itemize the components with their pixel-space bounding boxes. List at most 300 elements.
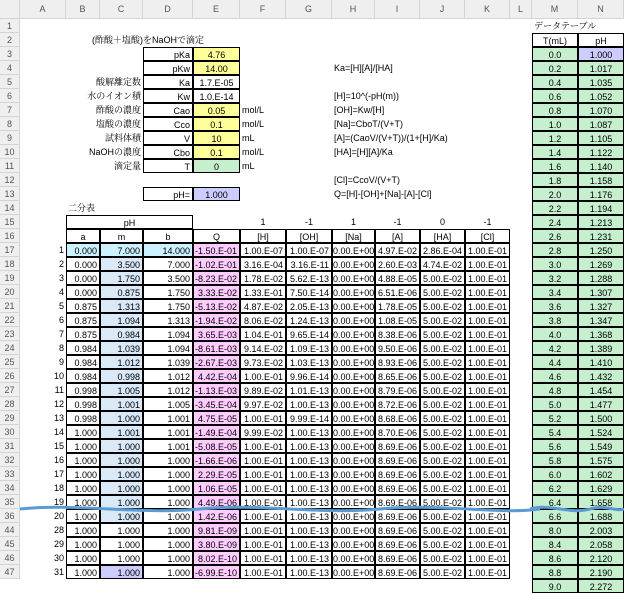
table-cell[interactable]: 6.51.E-06 — [375, 285, 420, 299]
table-cell[interactable]: 9.97.E-02 — [240, 397, 286, 411]
table-cell[interactable]: 1.00.E-01 — [465, 369, 510, 383]
table-cell[interactable]: 0.00.E+00 — [332, 327, 375, 341]
data-table-ph-value[interactable]: 1.658 — [578, 495, 624, 509]
data-table-ph-value[interactable]: 1.575 — [578, 453, 624, 467]
row-header[interactable]: 22 — [0, 313, 20, 327]
table-cell[interactable]: 1.00.E-01 — [240, 495, 286, 509]
table-cell[interactable]: 8.68.E-06 — [375, 411, 420, 425]
table-cell[interactable]: 1.00.E-01 — [240, 453, 286, 467]
data-table-ph-value[interactable]: 1.122 — [578, 145, 624, 159]
data-table-t-value[interactable]: 1.4 — [532, 145, 578, 159]
table-cell[interactable]: 9.65.E-14 — [286, 327, 332, 341]
table-cell[interactable]: 1.000 — [100, 481, 143, 495]
table-cell[interactable]: 4.75.E-05 — [193, 411, 240, 425]
row-header[interactable]: 3 — [0, 47, 20, 61]
param-value[interactable]: 1.0.E-14 — [193, 89, 240, 103]
data-table-ph-value[interactable]: 1.602 — [578, 467, 624, 481]
table-cell[interactable]: 0.00.E+00 — [332, 299, 375, 313]
data-table-ph-value[interactable]: 1.454 — [578, 383, 624, 397]
table-cell[interactable]: 1.00.E-13 — [286, 397, 332, 411]
row-header[interactable]: 24 — [0, 341, 20, 355]
row-header[interactable]: 33 — [0, 467, 20, 481]
table-cell[interactable]: 1.00.E-01 — [240, 411, 286, 425]
column-header-m[interactable]: M — [532, 0, 578, 19]
table-cell[interactable]: 3.500 — [143, 271, 193, 285]
table-cell[interactable]: 1.000 — [143, 551, 193, 565]
table-cell[interactable]: 5.00.E-02 — [420, 425, 465, 439]
table-cell[interactable]: 8.69.E-06 — [375, 509, 420, 523]
table-cell[interactable]: 1.00.E-01 — [465, 327, 510, 341]
data-table-ph-value[interactable]: 1.347 — [578, 313, 624, 327]
data-table-t-value[interactable]: 1.0 — [532, 117, 578, 131]
row-header[interactable]: 45 — [0, 537, 20, 551]
table-cell[interactable]: 1.00.E-01 — [465, 439, 510, 453]
table-cell[interactable]: 1.00.E-01 — [465, 243, 510, 257]
table-cell[interactable]: 0.984 — [66, 355, 100, 369]
data-table-t-value[interactable]: 6.2 — [532, 481, 578, 495]
data-table-ph-value[interactable]: 1.549 — [578, 439, 624, 453]
table-cell[interactable]: 8.79.E-06 — [375, 383, 420, 397]
table-cell[interactable]: 1.094 — [143, 341, 193, 355]
data-table-ph-value[interactable]: 1.389 — [578, 341, 624, 355]
row-header[interactable]: 35 — [0, 495, 20, 509]
data-table-t-value[interactable]: 6.6 — [532, 509, 578, 523]
table-cell[interactable]: 1.33.E-01 — [240, 285, 286, 299]
row-header[interactable]: 31 — [0, 439, 20, 453]
table-cell[interactable]: 0.00.E+00 — [332, 509, 375, 523]
table-cell[interactable]: 5.00.E-02 — [420, 481, 465, 495]
table-cell[interactable]: 0.875 — [66, 327, 100, 341]
table-cell[interactable]: 5.00.E-02 — [420, 495, 465, 509]
data-table-ph-value[interactable]: 1.087 — [578, 117, 624, 131]
ph-result-value[interactable]: 1.000 — [193, 187, 240, 201]
data-table-t-value[interactable]: 2.8 — [532, 243, 578, 257]
table-cell[interactable]: 1.24.E-13 — [286, 313, 332, 327]
table-cell[interactable]: 1.000 — [100, 565, 143, 579]
table-cell[interactable]: 0.00.E+00 — [332, 397, 375, 411]
table-cell[interactable]: 1.000 — [66, 481, 100, 495]
column-header-n[interactable]: N — [578, 0, 624, 19]
data-table-ph-value[interactable]: 1.688 — [578, 509, 624, 523]
table-cell[interactable]: 5.00.E-02 — [420, 411, 465, 425]
table-cell[interactable]: 1.00.E-13 — [286, 537, 332, 551]
table-cell[interactable]: 1.000 — [66, 537, 100, 551]
table-cell[interactable]: 1.00.E-01 — [465, 509, 510, 523]
data-table-t-value[interactable]: 0.8 — [532, 103, 578, 117]
table-cell[interactable]: 5.00.E-02 — [420, 341, 465, 355]
table-cell[interactable]: 1.000 — [143, 523, 193, 537]
table-cell[interactable]: 2.05.E-13 — [286, 299, 332, 313]
table-cell[interactable]: 1.001 — [100, 397, 143, 411]
column-header-a[interactable]: A — [20, 0, 66, 19]
table-cell[interactable]: -6.99.E-10 — [193, 565, 240, 579]
data-table-ph-value[interactable]: 2.190 — [578, 565, 624, 579]
table-cell[interactable]: 9.14.E-02 — [240, 341, 286, 355]
table-cell[interactable]: -1.66.E-06 — [193, 453, 240, 467]
table-cell[interactable]: 1.00.E-01 — [465, 551, 510, 565]
table-cell[interactable]: 5.00.E-02 — [420, 271, 465, 285]
data-table-ph-value[interactable]: 1.477 — [578, 397, 624, 411]
table-cell[interactable]: 8.69.E-06 — [375, 439, 420, 453]
table-cell[interactable]: 1.00.E-01 — [465, 565, 510, 579]
table-cell[interactable]: 1.00.E-01 — [465, 495, 510, 509]
row-header[interactable]: 5 — [0, 75, 20, 89]
data-table-t-value[interactable]: 8.0 — [532, 523, 578, 537]
table-cell[interactable]: 1.000 — [143, 467, 193, 481]
column-header-c[interactable]: C — [100, 0, 143, 19]
table-cell[interactable]: 1.00.E-01 — [465, 425, 510, 439]
param-value[interactable]: 14.00 — [193, 61, 240, 75]
data-table-ph-value[interactable]: 1.213 — [578, 215, 624, 229]
table-cell[interactable]: 1.750 — [143, 299, 193, 313]
data-table-ph-value[interactable]: 1.052 — [578, 89, 624, 103]
row-header[interactable]: 14 — [0, 201, 20, 215]
row-header[interactable]: 44 — [0, 523, 20, 537]
table-cell[interactable]: 1.08.E-05 — [375, 313, 420, 327]
column-header-l[interactable]: L — [510, 0, 532, 19]
data-table-t-value[interactable]: 4.0 — [532, 327, 578, 341]
table-cell[interactable]: 1.094 — [100, 313, 143, 327]
table-cell[interactable]: 1.039 — [100, 341, 143, 355]
table-cell[interactable]: 1.000 — [66, 565, 100, 579]
table-cell[interactable]: 1.00.E-01 — [465, 481, 510, 495]
table-cell[interactable]: 8.69.E-06 — [375, 551, 420, 565]
table-cell[interactable]: 1.00.E-01 — [465, 537, 510, 551]
table-cell[interactable]: 1.00.E-13 — [286, 453, 332, 467]
table-cell[interactable]: 9.99.E-02 — [240, 425, 286, 439]
table-cell[interactable]: 1.00.E-01 — [240, 551, 286, 565]
data-table-ph-value[interactable]: 1.140 — [578, 159, 624, 173]
table-cell[interactable]: 7.000 — [100, 243, 143, 257]
data-table-ph-value[interactable]: 1.250 — [578, 243, 624, 257]
table-cell[interactable]: 0.875 — [66, 299, 100, 313]
row-header[interactable]: 32 — [0, 453, 20, 467]
data-table-t-value[interactable]: 5.4 — [532, 425, 578, 439]
row-header[interactable]: 20 — [0, 285, 20, 299]
table-cell[interactable]: 8.69.E-06 — [375, 481, 420, 495]
column-header-g[interactable]: G — [286, 0, 332, 19]
table-cell[interactable]: 3.500 — [100, 257, 143, 271]
table-cell[interactable]: 7.50.E-14 — [286, 285, 332, 299]
table-cell[interactable]: -1.13.E-03 — [193, 383, 240, 397]
table-cell[interactable]: 1.00.E-01 — [240, 439, 286, 453]
table-cell[interactable]: 3.16.E-04 — [240, 257, 286, 271]
data-table-ph-value[interactable]: 1.307 — [578, 285, 624, 299]
table-cell[interactable]: 1.000 — [143, 509, 193, 523]
table-cell[interactable]: 2.86.E-04 — [420, 243, 465, 257]
table-cell[interactable]: 4.88.E-05 — [375, 271, 420, 285]
table-cell[interactable]: 1.00.E-13 — [286, 439, 332, 453]
data-table-ph-value[interactable]: 1.105 — [578, 131, 624, 145]
data-table-ph-value[interactable]: 1.410 — [578, 355, 624, 369]
column-header-d[interactable]: D — [143, 0, 193, 19]
data-table-ph-value[interactable]: 1.017 — [578, 61, 624, 75]
table-cell[interactable]: 1.00.E-01 — [465, 341, 510, 355]
row-header[interactable]: 2 — [0, 33, 20, 47]
table-cell[interactable]: 1.001 — [100, 425, 143, 439]
table-cell[interactable]: 0.00.E+00 — [332, 551, 375, 565]
table-cell[interactable]: 2.60.E-03 — [375, 257, 420, 271]
table-cell[interactable]: 1.00.E-07 — [286, 243, 332, 257]
table-cell[interactable]: 0.00.E+00 — [332, 271, 375, 285]
table-cell[interactable]: 1.000 — [66, 509, 100, 523]
table-cell[interactable]: 1.00.E-13 — [286, 425, 332, 439]
table-cell[interactable]: 1.750 — [100, 271, 143, 285]
table-cell[interactable]: 1.012 — [100, 355, 143, 369]
data-table-ph-value[interactable]: 2.272 — [578, 579, 624, 593]
table-cell[interactable]: 1.000 — [66, 551, 100, 565]
table-cell[interactable]: 1.00.E-01 — [240, 369, 286, 383]
data-table-t-value[interactable]: 4.8 — [532, 383, 578, 397]
table-cell[interactable]: 8.72.E-06 — [375, 397, 420, 411]
table-cell[interactable]: -1.50.E-01 — [193, 243, 240, 257]
param-value[interactable]: 0.1 — [193, 145, 240, 159]
table-cell[interactable]: 1.00.E-13 — [286, 509, 332, 523]
row-header[interactable]: 34 — [0, 481, 20, 495]
data-table-t-value[interactable]: 3.4 — [532, 285, 578, 299]
select-all-corner[interactable] — [0, 0, 20, 19]
table-cell[interactable]: 0.984 — [66, 341, 100, 355]
table-cell[interactable]: 1.04.E-01 — [240, 327, 286, 341]
table-cell[interactable]: 8.38.E-06 — [375, 327, 420, 341]
table-cell[interactable]: 1.000 — [66, 439, 100, 453]
table-cell[interactable]: 0.000 — [66, 285, 100, 299]
table-cell[interactable]: 1.313 — [100, 299, 143, 313]
table-cell[interactable]: 8.02.E-10 — [193, 551, 240, 565]
table-cell[interactable]: 1.00.E-13 — [286, 495, 332, 509]
table-cell[interactable]: 5.00.E-02 — [420, 313, 465, 327]
table-cell[interactable]: 9.96.E-14 — [286, 369, 332, 383]
table-cell[interactable]: 0.00.E+00 — [332, 369, 375, 383]
row-header[interactable]: 19 — [0, 271, 20, 285]
table-cell[interactable]: 1.00.E-01 — [465, 383, 510, 397]
table-cell[interactable]: 7.000 — [143, 257, 193, 271]
column-header-b[interactable]: B — [66, 0, 100, 19]
table-cell[interactable]: 3.65.E-03 — [193, 327, 240, 341]
table-cell[interactable]: 0.000 — [66, 271, 100, 285]
row-header[interactable]: 27 — [0, 383, 20, 397]
table-cell[interactable]: 2.29.E-05 — [193, 467, 240, 481]
data-table-t-value[interactable]: 3.8 — [532, 313, 578, 327]
table-cell[interactable]: 1.000 — [143, 495, 193, 509]
table-cell[interactable]: 8.69.E-06 — [375, 523, 420, 537]
row-header[interactable]: 26 — [0, 369, 20, 383]
row-header[interactable]: 21 — [0, 299, 20, 313]
table-cell[interactable]: 1.313 — [143, 313, 193, 327]
table-cell[interactable]: 5.00.E-02 — [420, 467, 465, 481]
data-table-ph-value[interactable]: 1.158 — [578, 173, 624, 187]
table-cell[interactable]: 8.70.E-06 — [375, 425, 420, 439]
table-cell[interactable]: 1.00.E-07 — [240, 243, 286, 257]
data-table-ph-value[interactable]: 2.120 — [578, 551, 624, 565]
data-table-t-value[interactable]: 8.6 — [532, 551, 578, 565]
data-table-ph-value[interactable]: 2.058 — [578, 537, 624, 551]
data-table-t-value[interactable]: 8.8 — [532, 565, 578, 579]
table-cell[interactable]: 5.62.E-13 — [286, 271, 332, 285]
table-cell[interactable]: 1.000 — [143, 565, 193, 579]
table-cell[interactable]: 1.42.E-06 — [193, 509, 240, 523]
table-cell[interactable]: 0.00.E+00 — [332, 383, 375, 397]
column-header-i[interactable]: I — [375, 0, 420, 19]
data-table-t-value[interactable]: 2.4 — [532, 215, 578, 229]
table-cell[interactable]: 8.69.E-06 — [375, 495, 420, 509]
table-cell[interactable]: 1.00.E-01 — [240, 509, 286, 523]
table-cell[interactable]: 0.000 — [66, 257, 100, 271]
table-cell[interactable]: 1.000 — [143, 537, 193, 551]
row-header[interactable]: 1 — [0, 19, 20, 33]
table-cell[interactable]: 1.000 — [100, 411, 143, 425]
table-cell[interactable]: 0.984 — [100, 327, 143, 341]
row-header[interactable]: 28 — [0, 397, 20, 411]
table-cell[interactable]: 1.000 — [100, 467, 143, 481]
table-cell[interactable]: 1.00.E-01 — [465, 257, 510, 271]
data-table-ph-value[interactable]: 1.500 — [578, 411, 624, 425]
table-cell[interactable]: 1.000 — [100, 439, 143, 453]
data-table-ph-value[interactable]: 1.327 — [578, 299, 624, 313]
data-table-t-value[interactable]: 5.6 — [532, 439, 578, 453]
column-header-j[interactable]: J — [420, 0, 465, 19]
table-cell[interactable]: 1.00.E-13 — [286, 481, 332, 495]
table-cell[interactable]: 1.001 — [143, 425, 193, 439]
table-cell[interactable]: 5.00.E-02 — [420, 551, 465, 565]
data-table-t-value[interactable]: 5.2 — [532, 411, 578, 425]
data-table-ph-value[interactable]: 1.176 — [578, 187, 624, 201]
data-table-t-value[interactable]: 9.0 — [532, 579, 578, 593]
data-table-t-value[interactable]: 3.2 — [532, 271, 578, 285]
table-cell[interactable]: 3.16.E-11 — [286, 257, 332, 271]
row-header[interactable]: 12 — [0, 173, 20, 187]
table-cell[interactable]: 1.78.E-02 — [240, 271, 286, 285]
table-cell[interactable]: 3.80.E-09 — [193, 537, 240, 551]
table-cell[interactable]: 1.001 — [143, 439, 193, 453]
table-cell[interactable]: 1.00.E-01 — [465, 355, 510, 369]
data-table-t-value[interactable]: 4.4 — [532, 355, 578, 369]
table-cell[interactable]: 1.00.E-01 — [465, 467, 510, 481]
table-cell[interactable]: 0.00.E+00 — [332, 355, 375, 369]
table-cell[interactable]: 8.69.E-06 — [375, 565, 420, 579]
table-cell[interactable]: 1.000 — [143, 481, 193, 495]
row-header[interactable]: 16 — [0, 229, 20, 243]
table-cell[interactable]: 1.00.E-13 — [286, 467, 332, 481]
table-cell[interactable]: 1.000 — [100, 537, 143, 551]
data-table-t-value[interactable]: 4.6 — [532, 369, 578, 383]
table-cell[interactable]: 14.000 — [143, 243, 193, 257]
table-cell[interactable]: 1.00.E-13 — [286, 551, 332, 565]
row-header[interactable]: 47 — [0, 565, 20, 579]
table-cell[interactable]: 1.094 — [143, 327, 193, 341]
table-cell[interactable]: 0.00.E+00 — [332, 425, 375, 439]
table-cell[interactable]: 1.00.E-01 — [240, 537, 286, 551]
data-table-ph-value[interactable]: 1.194 — [578, 201, 624, 215]
table-cell[interactable]: 1.000 — [66, 523, 100, 537]
table-cell[interactable]: 1.06.E-05 — [193, 481, 240, 495]
table-cell[interactable]: 0.000 — [66, 243, 100, 257]
data-table-ph-value[interactable]: 1.000 — [578, 47, 624, 61]
table-cell[interactable]: -3.45.E-04 — [193, 397, 240, 411]
table-cell[interactable]: 8.65.E-06 — [375, 369, 420, 383]
table-cell[interactable]: 1.00.E-01 — [465, 285, 510, 299]
data-table-ph-value[interactable]: 1.629 — [578, 481, 624, 495]
table-cell[interactable]: 4.87.E-02 — [240, 299, 286, 313]
table-cell[interactable]: 9.73.E-02 — [240, 355, 286, 369]
table-cell[interactable]: 1.00.E-01 — [465, 299, 510, 313]
table-cell[interactable]: -1.49.E-04 — [193, 425, 240, 439]
table-cell[interactable]: 0.00.E+00 — [332, 285, 375, 299]
param-value[interactable]: 0.05 — [193, 103, 240, 117]
table-cell[interactable]: 1.000 — [143, 453, 193, 467]
data-table-t-value[interactable]: 2.6 — [532, 229, 578, 243]
table-cell[interactable]: 0.875 — [66, 313, 100, 327]
table-cell[interactable]: 0.998 — [66, 397, 100, 411]
table-cell[interactable]: 1.000 — [100, 453, 143, 467]
param-value[interactable]: 1.7.E-05 — [193, 75, 240, 89]
row-header[interactable]: 11 — [0, 159, 20, 173]
table-cell[interactable]: 1.012 — [143, 383, 193, 397]
table-cell[interactable]: 1.00.E-01 — [465, 523, 510, 537]
table-cell[interactable]: 1.005 — [100, 383, 143, 397]
table-cell[interactable]: 4.42.E-04 — [193, 369, 240, 383]
table-cell[interactable]: 5.00.E-02 — [420, 537, 465, 551]
table-cell[interactable]: 1.000 — [100, 523, 143, 537]
table-cell[interactable]: 9.81.E-09 — [193, 523, 240, 537]
table-cell[interactable]: 1.005 — [143, 397, 193, 411]
table-cell[interactable]: 0.00.E+00 — [332, 495, 375, 509]
table-cell[interactable]: -5.13.E-02 — [193, 299, 240, 313]
table-cell[interactable]: 5.00.E-02 — [420, 383, 465, 397]
param-value[interactable]: 4.76 — [193, 47, 240, 61]
table-cell[interactable]: 5.00.E-02 — [420, 439, 465, 453]
table-cell[interactable]: 5.00.E-02 — [420, 327, 465, 341]
table-cell[interactable]: 0.998 — [66, 411, 100, 425]
table-cell[interactable]: 0.00.E+00 — [332, 341, 375, 355]
row-header[interactable]: 29 — [0, 411, 20, 425]
table-cell[interactable]: 8.06.E-02 — [240, 313, 286, 327]
table-cell[interactable]: 1.00.E-01 — [240, 565, 286, 579]
row-header[interactable]: 23 — [0, 327, 20, 341]
table-cell[interactable]: 9.99.E-14 — [286, 411, 332, 425]
data-table-t-value[interactable]: 1.2 — [532, 131, 578, 145]
row-header[interactable]: 17 — [0, 243, 20, 257]
table-cell[interactable]: 0.00.E+00 — [332, 537, 375, 551]
table-cell[interactable]: 1.00.E-01 — [240, 467, 286, 481]
table-cell[interactable]: 0.998 — [66, 383, 100, 397]
data-table-t-value[interactable]: 6.4 — [532, 495, 578, 509]
data-table-ph-value[interactable]: 1.524 — [578, 425, 624, 439]
table-cell[interactable]: -1.94.E-02 — [193, 313, 240, 327]
data-table-t-value[interactable]: 3.6 — [532, 299, 578, 313]
table-cell[interactable]: 1.000 — [100, 551, 143, 565]
column-header-h[interactable]: H — [332, 0, 375, 19]
table-cell[interactable]: 1.000 — [100, 495, 143, 509]
table-cell[interactable]: 1.000 — [66, 467, 100, 481]
table-cell[interactable]: 1.000 — [66, 453, 100, 467]
table-cell[interactable]: 1.00.E-01 — [240, 481, 286, 495]
table-cell[interactable]: 0.00.E+00 — [332, 453, 375, 467]
row-header[interactable]: 18 — [0, 257, 20, 271]
table-cell[interactable]: 4.74.E-02 — [420, 257, 465, 271]
param-value[interactable]: 0 — [193, 159, 240, 173]
row-header[interactable]: 6 — [0, 89, 20, 103]
table-cell[interactable]: 5.00.E-02 — [420, 369, 465, 383]
data-table-t-value[interactable]: 8.4 — [532, 537, 578, 551]
table-cell[interactable]: -1.02.E-01 — [193, 257, 240, 271]
table-cell[interactable]: 5.00.E-02 — [420, 565, 465, 579]
table-cell[interactable]: 0.00.E+00 — [332, 439, 375, 453]
table-cell[interactable]: 0.00.E+00 — [332, 257, 375, 271]
row-header[interactable]: 36 — [0, 509, 20, 523]
data-table-ph-value[interactable]: 1.269 — [578, 257, 624, 271]
table-cell[interactable]: 1.000 — [66, 425, 100, 439]
